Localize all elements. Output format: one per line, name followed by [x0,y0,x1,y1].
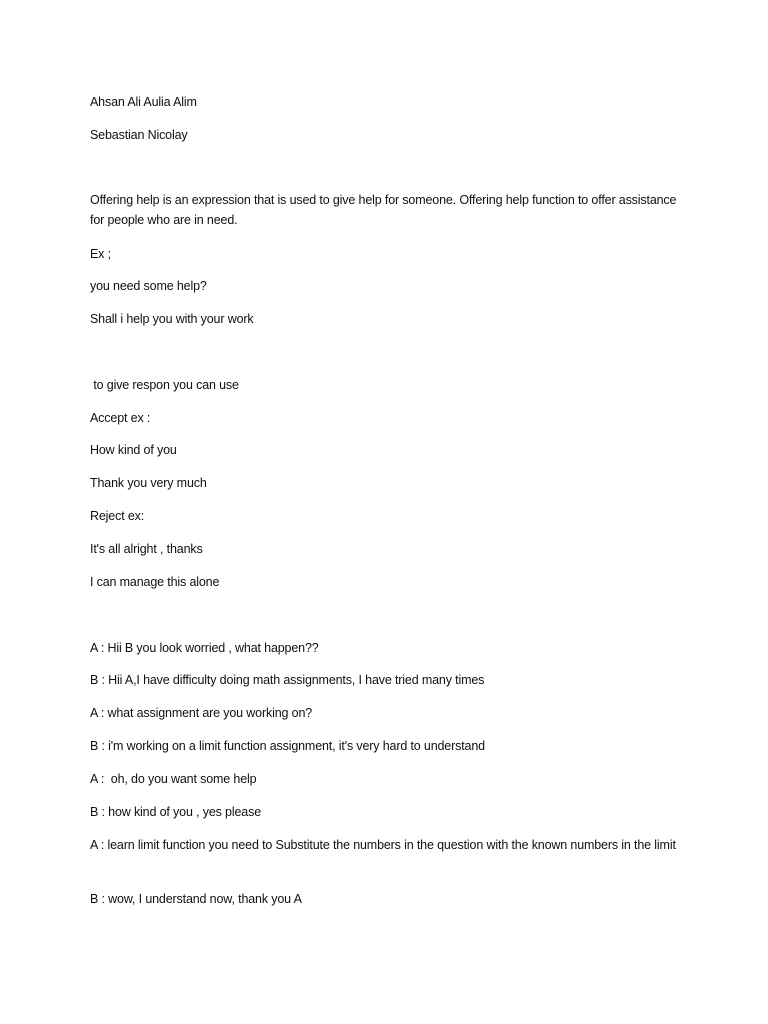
dialogue-line: A : Hii B you look worried , what happen?? [90,641,319,655]
example-line: Shall i help you with your work [90,312,254,326]
dialogue-line: B : i'm working on a limit function assignment, it's very hard to understand [90,739,485,753]
dialogue-line: B : Hii A,I have difficulty doing math assignments, I have tried many times [90,673,485,687]
dialogue-line: B : wow, I understand now, thank you A [90,892,302,906]
accept-line: Thank you very much [90,476,207,490]
example-line: you need some help? [90,279,207,293]
reject-line: It's all alright , thanks [90,542,203,556]
author-name: Sebastian Nicolay [90,128,188,142]
dialogue-line: A : learn limit function you need to Substitute the numbers in the question with the known numbers in the limit [90,838,676,852]
dialogue-line: A : oh, do you want some help [90,772,257,786]
example-label: Ex ; [90,247,111,261]
definition-paragraph: Offering help is an expression that is used to give help for someone. Offering help function to offer assistance for people who are in need. [90,193,677,227]
reject-line: I can manage this alone [90,575,220,589]
accept-line: How kind of you [90,443,177,457]
response-intro: to give respon you can use [90,378,239,392]
dialogue-line: A : what assignment are you working on? [90,706,313,720]
dialogue-line: B : how kind of you , yes please [90,805,261,819]
accept-label: Accept ex : [90,411,151,425]
author-name: Ahsan Ali Aulia Alim [90,95,197,109]
reject-label: Reject ex: [90,509,145,523]
